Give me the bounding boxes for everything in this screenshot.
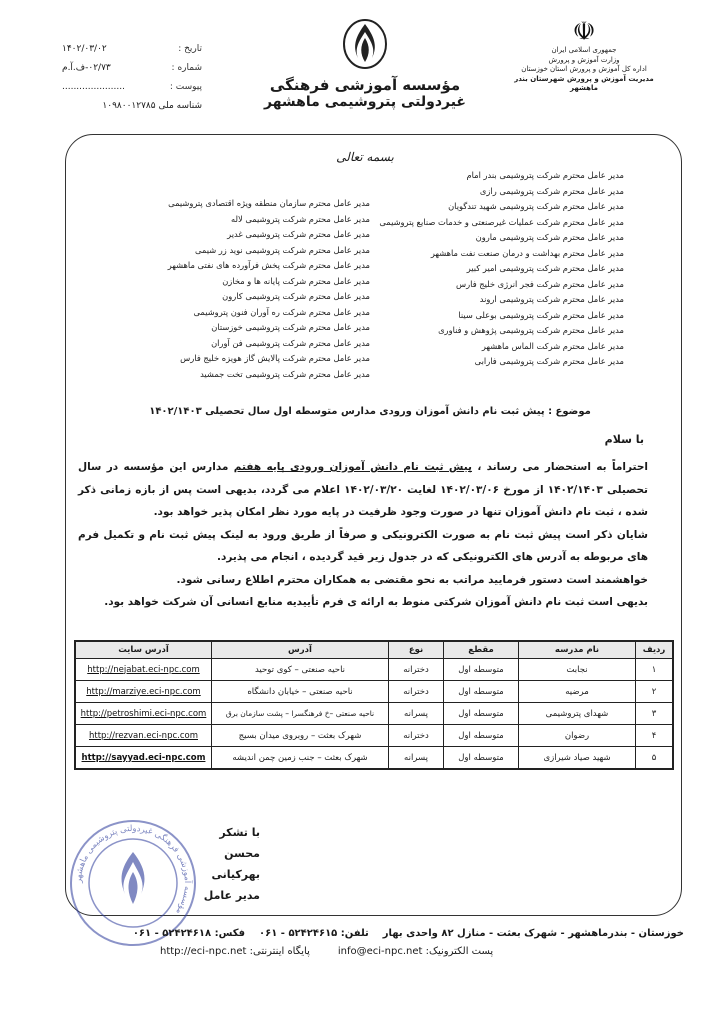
attachment-value: ......................	[62, 82, 125, 92]
recipient-item: مدیر عامل محترم شرکت پتروشیمی لاله	[231, 213, 370, 224]
col-header-address: آدرس	[212, 641, 389, 659]
recipient-item: مدیر عامل محترم شرکت پتروشیمی اروند	[479, 294, 624, 304]
letter-body	[78, 456, 648, 614]
letter-meta	[62, 40, 202, 116]
schools-table	[74, 640, 674, 770]
body-paragraph-4: بدیهی است ثبت نام دانش آموزان شرکتی منوط به ارائه ی فرم تأییدیه منابع انسانی آن شرکت خواهد بود.	[104, 596, 648, 608]
body-p1-end: مدارس این مؤسسه در سال تحصیلی ۱۴۰۲/۱۴۰۳ از مورخ ۱۴۰۲/۰۳/۰۶ لغایت ۱۴۰۲/۰۳/۲۰ اعلام می گردد، بدیهی است پس از بازه زمانی ذکر شده ، ثبت نام دانش آموزان تنها در صورت وجود ظرفیت در پایه مورد نظر امکان پذیر خواهد بود.	[78, 461, 648, 518]
table-row	[75, 747, 673, 770]
cell-type: دخترانه	[389, 725, 444, 747]
cell-site-link[interactable]: http://petroshimi.eci-npc.com	[75, 703, 212, 725]
cell-type: پسرانه	[389, 747, 444, 770]
gov-line4: مدیریت آموزش و پرورش شهرستان بندر ماهشهر	[514, 74, 654, 92]
body-p1-start: احتراماً به استحضار می رساند ،	[471, 461, 648, 473]
recipient-item: مدیر عامل محترم شرکت پتروشیمی امیر کبیر	[466, 263, 624, 273]
cell-level: متوسطه اول	[444, 725, 519, 747]
footer-fax: فکس: ۵۲۴۲۴۶۱۸ - ۰۶۱	[132, 928, 246, 939]
cell-level: متوسطه اول	[444, 659, 519, 681]
recipient-item: مدیر عامل محترم شرکت پتروشیمی فن آوران	[211, 337, 370, 348]
greeting: با سلام	[604, 433, 644, 446]
cell-row: ۴	[636, 725, 674, 747]
cell-school: شهید صیاد شیرازی	[519, 747, 636, 770]
recipient-item: مدیر عامل محترم بهداشت و درمان صنعت نفت ماهشهر	[430, 247, 624, 258]
date-row	[62, 40, 202, 59]
recipient-item: مدیر عامل محترم شرکت پایانه ها و مخازن	[222, 275, 370, 286]
recipient-item: مدیر عامل محترم شرکت پتروشیمی بوعلی سینا	[458, 309, 624, 320]
cell-row: ۳	[636, 703, 674, 725]
col-header-type: نوع	[389, 641, 444, 659]
recipient-item: مدیر عامل محترم شرکت پتروشیمی بندر امام	[466, 170, 624, 180]
cell-row: ۵	[636, 747, 674, 770]
cell-school: شهدای پتروشیمی	[519, 703, 636, 725]
cell-level: متوسطه اول	[444, 747, 519, 770]
recipient-item: مدیر عامل محترم شرکت الماس ماهشهر	[481, 340, 624, 351]
gov-line3: اداره کل آموزش و پرورش استان خوزستان	[521, 65, 647, 73]
recipient-item: مدیر عامل محترم شرکت پتروشیمی خوزستان	[211, 322, 370, 332]
cell-address: ناحیه صنعتی – کوی توحید	[212, 659, 389, 681]
number-value: ۰۲/۷۳-ف.آ.م	[62, 63, 111, 73]
col-header-level: مقطع	[444, 641, 519, 659]
signature-title: مدیر عامل	[203, 889, 260, 902]
recipient-item: مدیر عامل محترم شرکت ره آوران فنون پتروشیمی	[193, 306, 370, 317]
table-header-row	[75, 641, 673, 659]
institute-flame-logo-icon	[342, 18, 388, 70]
institute-name-line2: غیردولتی پتروشیمی ماهشهر	[263, 94, 466, 110]
col-header-school: نام مدرسه	[519, 641, 636, 659]
cell-site-link[interactable]: http://rezvan.eci-npc.com	[75, 725, 212, 747]
cell-site-link[interactable]: http://nejabat.eci-npc.com	[75, 659, 212, 681]
footer-phone: تلفن: ۵۲۴۲۴۶۱۵ - ۰۶۱	[259, 928, 369, 939]
cell-address: ناحیه صنعتی –خ فرهنگسرا – پشت سازمان برق	[212, 703, 389, 725]
cell-school: نجابت	[519, 659, 636, 681]
footer-site-link[interactable]: http://eci-npc.net	[160, 946, 247, 957]
body-paragraph-3: خواهشمند است دستور فرمایید مراتب به نحو مقتضی به همکاران محترم اطلاع رسانی شود.	[176, 573, 648, 586]
recipient-item: مدیر عامل محترم شرکت فجر انرژی خلیج فارس	[456, 278, 624, 289]
footer-site-group	[160, 946, 310, 957]
iran-emblem-icon: ☫	[572, 17, 596, 47]
cell-school: مرضیه	[519, 681, 636, 703]
signature-block	[180, 822, 260, 906]
table-row	[75, 659, 673, 681]
recipient-item: مدیر عامل محترم شرکت پتروشیمی رازی	[479, 185, 624, 196]
cell-address: شهرک بعثت – جنب زمین چمن اندیشه	[212, 747, 389, 770]
recipient-item: مدیر عامل محترم سازمان منطقه ویژه اقتصادی پتروشیمی	[168, 198, 370, 208]
cell-address: شهرک بعثت – روبروی میدان بسیج	[212, 725, 389, 747]
footer-address: خوزستان - بندرماهشهر - شهرک بعثت - منازل ۸۲ واحدی بهار	[382, 928, 684, 939]
national-id: شناسه ملی ۱۰۹۸۰۰۱۲۷۸۵	[102, 101, 202, 111]
cell-level: متوسطه اول	[444, 681, 519, 703]
attachment-label: پیوست :	[169, 82, 202, 92]
signature-thanks: با تشکر	[219, 826, 260, 839]
col-header-site: آدرس سایت	[75, 641, 212, 659]
date-value: ۱۴۰۲/۰۳/۰۲	[62, 44, 107, 54]
recipient-item: مدیر عامل محترم شرکت پتروشیمی نوید زر شیمی	[194, 244, 370, 255]
stamp-text: مؤسسه آموزشی فرهنگی غیردولتی پتروشیمی ماهشهر	[73, 823, 193, 917]
number-row	[62, 59, 202, 78]
table-row	[75, 725, 673, 747]
cell-address: ناحیه صنعتی – خیابان دانشگاه	[212, 681, 389, 703]
recipient-item: مدیر عامل محترم شرکت پتروشیمی شهید تندگویان	[448, 201, 624, 211]
col-header-row: ردیف	[636, 641, 674, 659]
cell-site-link[interactable]: http://sayyad.eci-npc.com	[75, 747, 212, 770]
recipient-item: مدیر عامل محترم شرکت پخش فرآورده های نفتی ماهشهر	[167, 260, 370, 270]
gov-line1: جمهوری اسلامی ایران	[551, 46, 617, 54]
number-label: شماره :	[171, 63, 202, 73]
cell-school: رضوان	[519, 725, 636, 747]
footer-email-link[interactable]: info@eci-npc.net	[337, 946, 423, 957]
cell-type: دخترانه	[389, 659, 444, 681]
table-row	[75, 681, 673, 703]
recipient-item: مدیر عامل محترم شرکت پتروشیمی غدیر	[227, 229, 370, 239]
recipient-item: مدیر عامل محترم شرکت پتروشیمی کارون	[222, 291, 370, 301]
cell-row: ۱	[636, 659, 674, 681]
body-paragraph-1	[78, 456, 648, 524]
recipient-item: مدیر عامل محترم شرکت پتروشیمی فارابی	[474, 356, 624, 366]
footer-site-label: پایگاه اینترنتی:	[249, 946, 310, 957]
cell-row: ۲	[636, 681, 674, 703]
cell-level: متوسطه اول	[444, 703, 519, 725]
signature-name: محسن بهرکیانی	[211, 847, 260, 881]
recipient-item: مدیر عامل محترم شرکت پتروشیمی مارون	[475, 232, 624, 242]
cell-type: دخترانه	[389, 681, 444, 703]
date-label: تاریخ :	[178, 44, 202, 54]
body-p1-underlined: پیش ثبت نام دانش آموزان ورودی پایه هفتم	[233, 461, 472, 473]
attachment-row	[62, 78, 202, 97]
basmala: بسمه تعالی	[336, 150, 394, 164]
footer-contact-line	[160, 946, 640, 957]
footer-email-group	[338, 946, 493, 957]
footer-address-line	[64, 928, 684, 939]
recipient-item: مدیر عامل محترم شرکت پالایش گاز هویزه خلیج فارس	[180, 353, 370, 363]
institute-header	[240, 18, 490, 110]
recipients-left-column	[110, 196, 370, 382]
body-paragraph-2: شایان ذکر است پیش ثبت نام به صورت الکترونیکی و صرفاً از طریق ورود به لینک پیش ثبت نام و تکمیل فرم های مربوطه به آدرس های الکترونیکی که در جدول زیر قید گردیده ، انجام می پذیرد.	[78, 528, 648, 563]
cell-type: پسرانه	[389, 703, 444, 725]
gov-line2: وزارت آموزش و پرورش	[548, 55, 620, 64]
footer-email-label: پست الکترونیک:	[425, 946, 494, 957]
recipient-item: مدیر عامل محترم شرکت پتروشیمی تخت جمشید	[200, 368, 370, 379]
recipient-item: مدیر عامل محترم شرکت پتروشیمی پژوهش و فناوری	[438, 325, 624, 335]
ministry-header	[514, 18, 654, 94]
recipient-item: مدیر عامل محترم شرکت عملیات غیرصنعتی و خدمات صنایع پتروشیمی	[379, 216, 624, 227]
cell-site-link[interactable]: http://marziye.eci-npc.com	[75, 681, 212, 703]
table-row	[75, 703, 673, 725]
institute-name-line1: مؤسسه آموزشی فرهنگی	[269, 76, 461, 94]
letter-subject: موضوع : پیش ثبت نام دانش آموزان ورودی مدارس متوسطه اول سال تحصیلی ۱۴۰۲/۱۴۰۳	[149, 406, 591, 417]
